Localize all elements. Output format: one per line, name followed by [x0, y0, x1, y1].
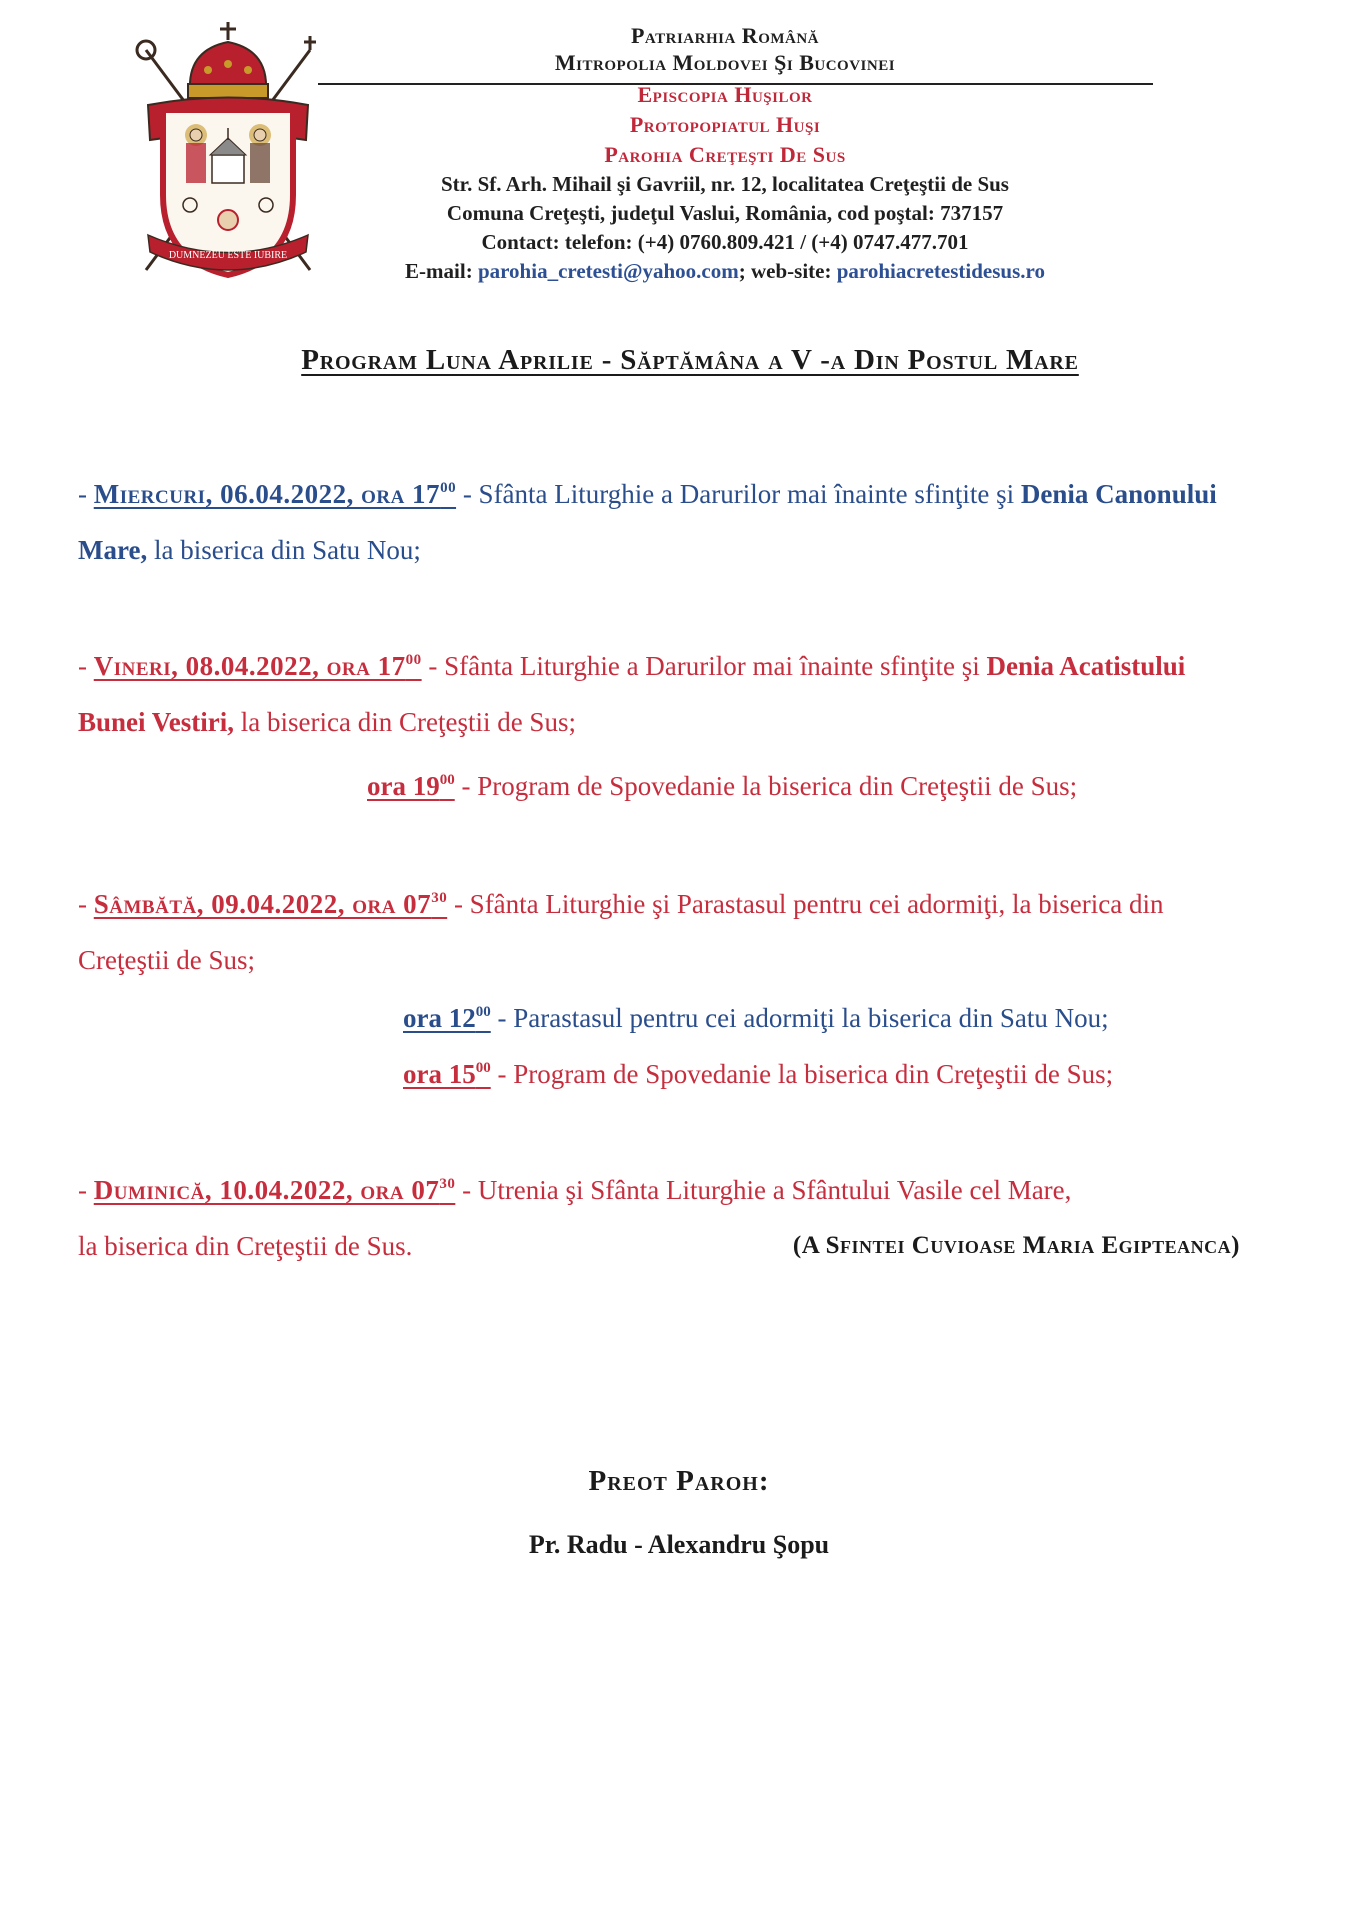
entry-bold-text: Denia Canonului Mare,: [78, 479, 1217, 565]
deanery-name: Protopopiatul Huşi: [629, 112, 821, 137]
website-link[interactable]: parohiacretestidesus.ro: [836, 259, 1045, 283]
entry-heading: Duminică, 10.04.2022, ora $07^{30}$: [93, 1175, 456, 1205]
email-label: E-mail:: [405, 259, 478, 283]
program-entry-saturday: [78, 876, 1248, 988]
program-entry-friday: [78, 638, 1248, 750]
entry-heading: Miercuri, 06.04.2022, ora $17^{00}$: [93, 479, 457, 509]
website-label: ; web-site:: [738, 259, 837, 283]
entry-tail: la biserica din Creţeştii de Sus;: [234, 707, 576, 737]
saturday-confession-line: [403, 1046, 1113, 1102]
entry-dash: -: [78, 479, 94, 509]
sub-time: ora $15^{00}$: [403, 1059, 491, 1089]
entry-text: - Sfânta Liturghie a Darurilor mai înainte sfinţite şi: [456, 479, 1021, 509]
entry-text: - Utrenia şi Sfânta Liturghie a Sfântului Vasile cel Mare,: [455, 1175, 1072, 1205]
email-web-line: [290, 257, 1160, 286]
sunday-location-line: la biserica din Creţeştii de Sus.: [78, 1231, 413, 1261]
sub-text: - Parastasul pentru cei adormiţi la biserica din Satu Nou;: [490, 1003, 1109, 1033]
signature-title: Preot Paroh:: [588, 1465, 770, 1497]
metropolis-name: Mitropolia Moldovei Şi Bucovinei: [554, 50, 896, 75]
sub-text: - Program de Spovedanie la biserica din Creţeştii de Sus;: [454, 771, 1078, 801]
entry-dash: -: [78, 651, 94, 681]
entry-text: - Sfânta Liturghie şi Parastasul pentru cei adormiţi, la biserica din Creţeştii de Sus;: [78, 889, 1164, 975]
letterhead: [290, 22, 1160, 286]
email-link[interactable]: parohia_cretesti@yahoo.com: [477, 259, 739, 283]
sub-time: ora $19^{00}$: [367, 771, 455, 801]
entry-text: - Sfânta Liturghie a Darurilor mai înainte sfinţite şi: [421, 651, 987, 681]
sub-time: ora $12^{00}$: [403, 1003, 491, 1033]
entry-dash: -: [78, 889, 94, 919]
parish-address: Str. Sf. Arh. Mihail şi Gavriil, nr. 12, localitatea Creţeştii de Sus: [441, 172, 1009, 196]
document-title: Program Luna Aprilie - Săptămâna a V -a Din Postul Mare: [301, 344, 1079, 376]
entry-bold-text: Denia Acatistului Bunei Vestiri,: [78, 651, 1186, 737]
svg-text:DUMNEZEU ESTE IUBIRE: DUMNEZEU ESTE IUBIRE: [168, 250, 288, 261]
parish-name: Parohia Creţeşti De Sus: [604, 142, 846, 167]
entry-heading: Sâmbătă, 09.04.2022, ora $07^{30}$: [93, 889, 448, 919]
program-entry-sunday: [78, 1162, 1248, 1218]
saturday-memorial-line: [403, 990, 1109, 1046]
entry-tail: la biserica din Satu Nou;: [147, 535, 421, 565]
parish-contact: Contact: telefon: (+4) 0760.809.421 / (+4) 0747.477.701: [481, 230, 969, 254]
friday-confession-line: [367, 758, 1077, 814]
sub-text: - Program de Spovedanie la biserica din Creţeştii de Sus;: [490, 1059, 1114, 1089]
feast-note: (A Sfintei Cuvioase Maria Egipteanca): [792, 1232, 1240, 1259]
entry-heading: Vineri, 08.04.2022, ora $17^{00}$: [93, 651, 422, 681]
diocese-name: Episcopia Huşilor: [637, 82, 813, 107]
patriarchate-name: Patriarhia Română: [630, 23, 820, 48]
signature-name: Pr. Radu - Alexandru Şopu: [528, 1530, 830, 1559]
entry-dash: -: [78, 1175, 94, 1205]
parish-commune: Comuna Creţeşti, judeţul Vaslui, România, cod poştal: 737157: [446, 201, 1004, 225]
program-entry-wednesday: [78, 466, 1248, 578]
header-divider: [318, 83, 1153, 85]
